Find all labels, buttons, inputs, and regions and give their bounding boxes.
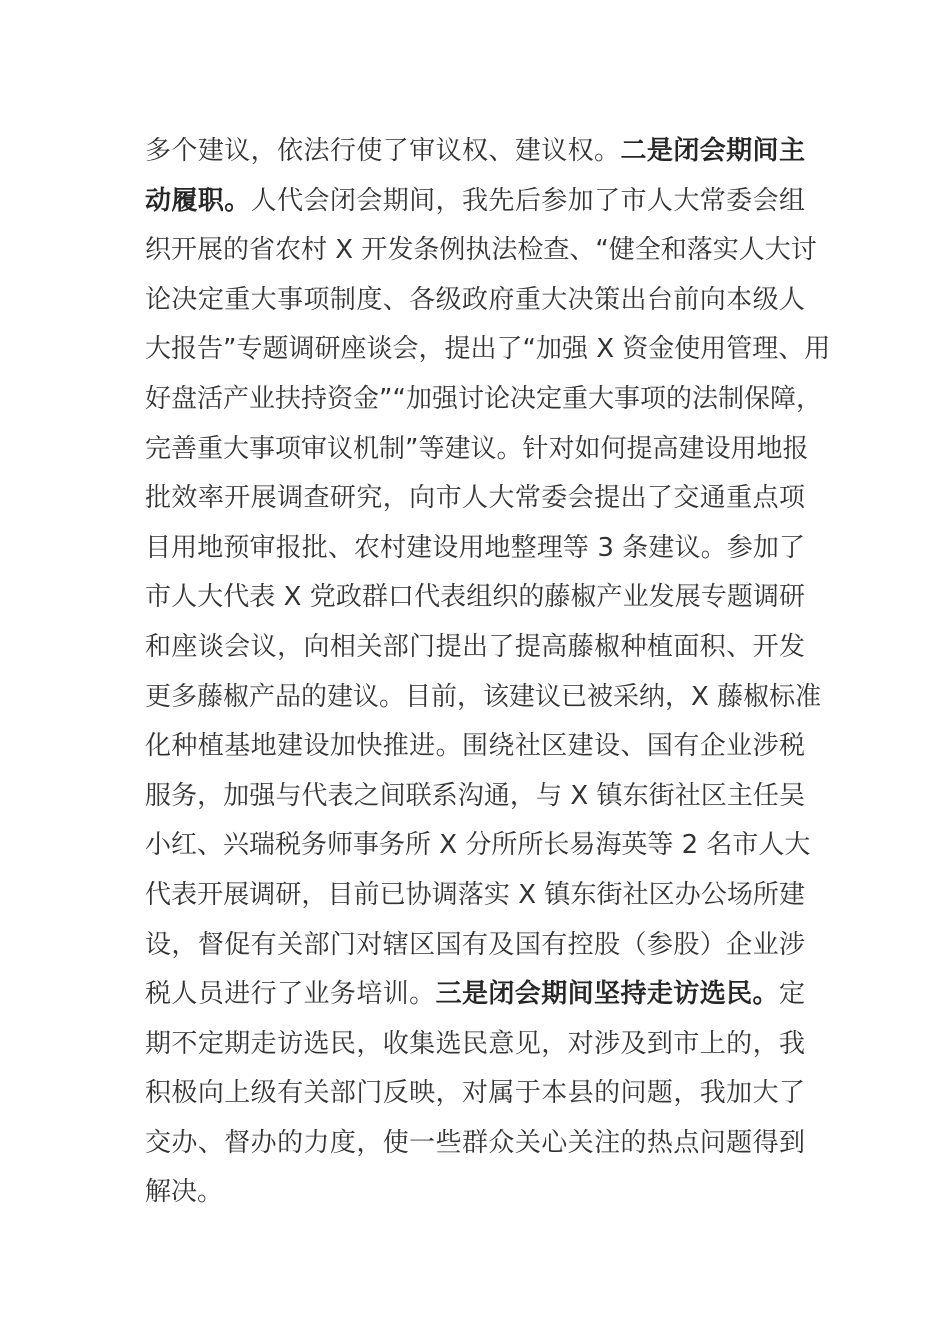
text-line: 服务，加强与代表之间联系沟通，与 X 镇东街社区主任吴 [145,780,805,811]
text-segment: 税人员进行了业务培训。 [145,979,436,1010]
text-line: 更多藤椒产品的建议。目前，该建议已被采纳，X 藤椒标准 [145,681,822,712]
text-line-last: 解决。 [145,1177,224,1208]
text-line: 目用地预审报批、农村建设用地整理等 3 条建议。参加了 [145,532,805,563]
body-paragraph [145,127,831,1218]
text-line: 期不定期走访选民，收集选民意见，对涉及到市上的，我 [145,1028,805,1059]
text-line: 论决定重大事项制度、各级政府重大决策出台前向本级人 [145,284,805,315]
text-line: 市人大代表 X 党政群口代表组织的藤椒产业发展专题调研 [145,582,805,613]
text-line: 完善重大事项审议机制”等建议。针对如何提高建设用地报 [145,433,809,464]
text-line: 积极向上级有关部门反映，对属于本县的问题，我加大了 [145,1078,805,1109]
text-line: 代表开展调研，目前已协调落实 X 镇东街社区办公场所建 [145,879,805,910]
text-line: 交办、督办的力度，使一些群众关心关注的热点问题得到 [145,1127,805,1158]
text-line: 批效率开展调查研究，向市人大常委会提出了交通重点项 [145,483,805,514]
text-line: 设，督促有关部门对辖区国有及国有控股（参股）企业涉 [145,929,805,960]
text-line: 织开展的省农村 X 开发条例执法检查、“健全和落实人大讨 [145,235,817,266]
text-line [145,970,805,1020]
text-line [145,177,805,227]
text-segment: 人代会闭会期间，我先后参加了市人大常委会组 [250,185,805,216]
text-segment: 多个建议，依法行使了审议权、建议权。 [145,136,621,166]
bold-heading-text: 动履职。 [145,185,251,216]
text-line: 好盘活产业扶持资金”“加强讨论决定重大事项的法制保障， [145,383,822,414]
text-line: 小红、兴瑞税务师事务所 X 分所所长易海英等 2 名市人大 [145,830,811,861]
text-line [145,127,805,177]
text-segment: 定 [778,979,805,1010]
text-line: 和座谈会议，向相关部门提出了提高藤椒种植面积、开发 [145,631,805,662]
bold-heading-text: 三是闭会期间坚持走访选民。 [435,979,779,1010]
text-line: 化种植基地建设加快推进。围绕社区建设、国有企业涉税 [145,731,805,762]
bold-heading-text: 二是闭会期间主 [620,136,805,166]
text-line: 大报告”专题调研座谈会，提出了“加强 X 资金使用管理、用 [145,334,831,365]
